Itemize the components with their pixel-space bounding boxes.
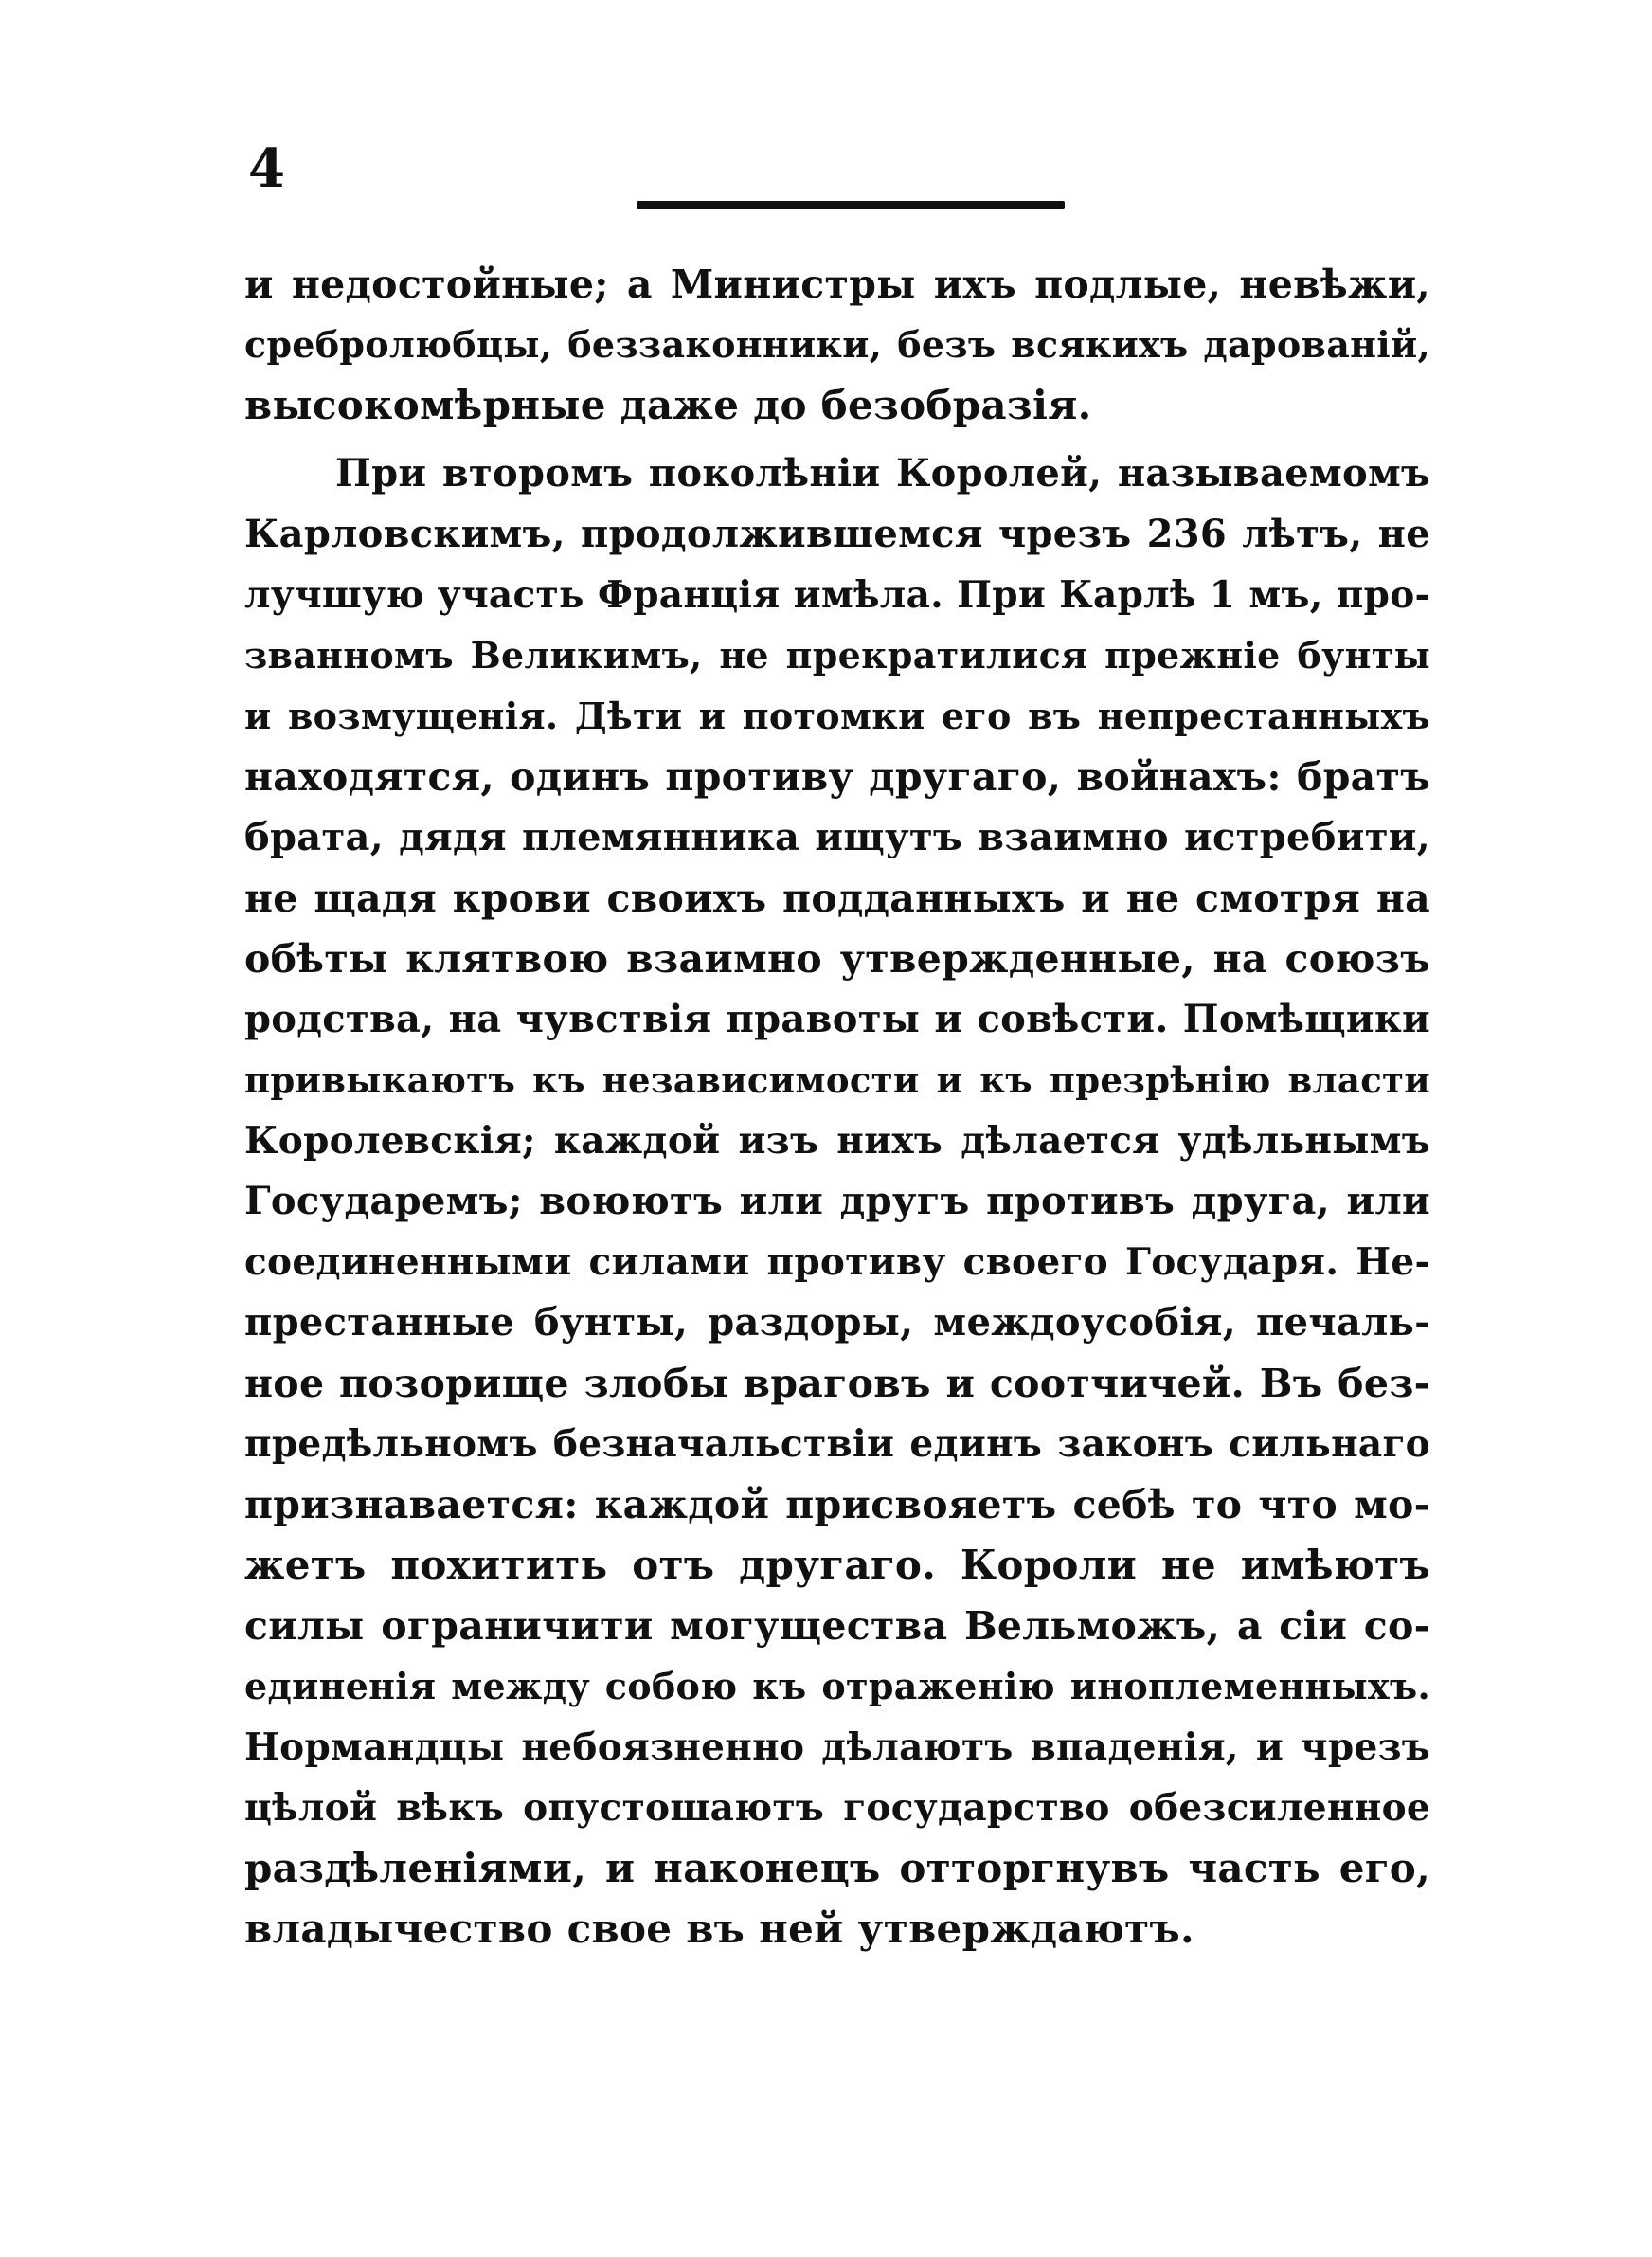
text-line: предѣльномъ безначальствіи единъ законъ сильнаго [244, 1422, 1430, 1466]
text-line: не щадя крови своихъ подданныхъ и не смотря на [244, 876, 1430, 921]
text-line: престанные бунты, раздоры, междоусобія, печаль- [244, 1300, 1430, 1345]
text-line: Нормандцы небоязненно дѣлаютъ впаденія, и чрезъ [244, 1725, 1430, 1769]
text-line: цѣлой вѣкъ опустошаютъ государство обезсиленное [244, 1786, 1430, 1830]
text-line: высокомѣрные даже до безобразія. [244, 382, 1092, 428]
text-line: и недостойные; а Министры ихъ подлые, невѣжи, [244, 262, 1430, 307]
text-line: единенія между собою къ отраженію иноплеменныхъ. [244, 1665, 1430, 1707]
text-line: обѣты клятвою взаимно утвержденные, на союзъ [244, 936, 1430, 982]
text-line: Государемъ; воюютъ или другъ противъ друга, или [244, 1179, 1430, 1223]
text-line: Королевскія; каждой изъ нихъ дѣлается удѣльнымъ [244, 1119, 1430, 1163]
text-line: брата, дядя племянника ищутъ взаимно истребити, [244, 815, 1430, 859]
body-text [244, 254, 1430, 1959]
page-number: 4 [248, 137, 285, 200]
text-line: Карловскимъ, продолжившемся чрезъ 236 лѣтъ, не [244, 512, 1430, 556]
text-line: званномъ Великимъ, не прекратилися прежніе бунты [244, 634, 1430, 677]
text-line: родства, на чувствія правоты и совѣсти. Помѣщики [244, 997, 1430, 1041]
text-line: признавается: каждой присвояетъ себѣ то что мо- [244, 1482, 1430, 1527]
text-line: раздѣленіями, и наконецъ отторгнувъ часть его, [244, 1845, 1430, 1891]
paragraph-1 [244, 254, 1430, 436]
text-line: жетъ похитить отъ другаго. Короли не имѣютъ [244, 1542, 1430, 1588]
text-line: лучшую участь Франція имѣла. При Карлѣ 1 мъ, про- [244, 573, 1430, 617]
text-line: находятся, одинъ противу другаго, войнахъ: братъ [244, 754, 1430, 800]
text-line: и возмущенія. Дѣти и потомки его въ непрестанныхъ [244, 695, 1430, 737]
header-rule [637, 201, 1065, 209]
text-line: владычество свое въ ней утверждаютъ. [244, 1905, 1194, 1952]
text-line: привыкаютъ къ независимости и къ презрѣнію власти [244, 1059, 1430, 1101]
text-line: ное позорище злобы враговъ и соотчичей. Въ без- [244, 1361, 1430, 1406]
paragraph-gap [244, 436, 1430, 443]
text-line: сребролюбцы, беззаконники, безъ всякихъ дарованій, [244, 323, 1430, 366]
text-line: соединенными силами противу своего Государя. Не- [244, 1240, 1430, 1284]
paragraph-2 [244, 443, 1430, 1959]
text-line: При второмъ поколѣніи Королей, называемомъ [335, 451, 1430, 496]
text-line: силы ограничити могущества Вельможъ, а сіи со- [244, 1603, 1430, 1649]
